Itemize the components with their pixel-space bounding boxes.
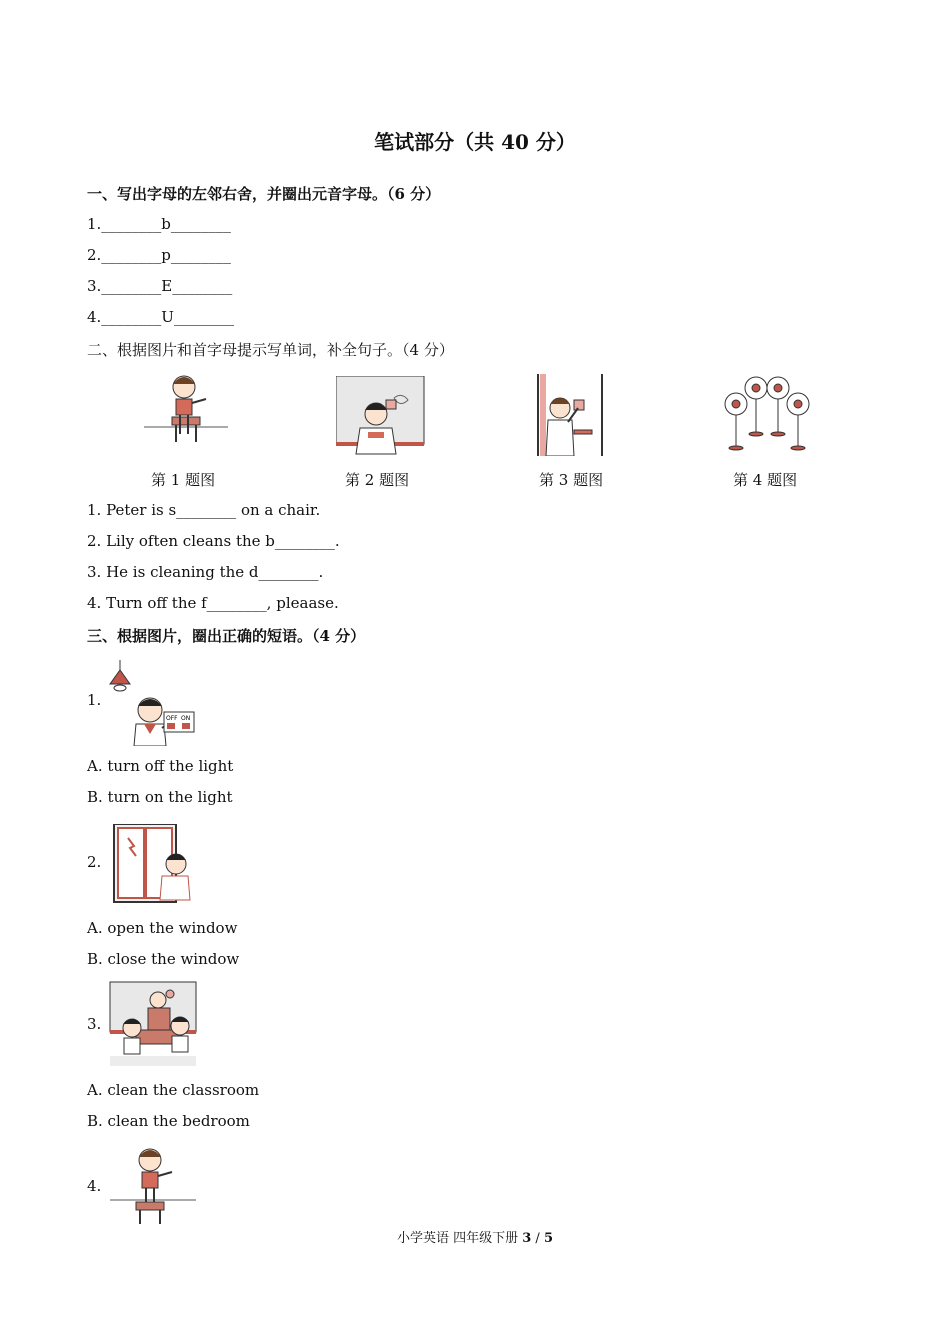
classroom-cleaning-picture [106, 980, 200, 1068]
section3-heading: 三、根据图片，圈出正确的短语。（4 分） [87, 627, 366, 645]
q1-number: 1. [87, 691, 102, 709]
page-footer [0, 1227, 950, 1246]
boy-standing-on-chair-picture [108, 1146, 198, 1226]
q3-option-b: B. clean the bedroom [87, 1112, 250, 1130]
footer-separator: / [531, 1231, 544, 1246]
q3-option-a: A. clean the classroom [87, 1081, 260, 1099]
section2-sentence-3: 3. He is cleaning the d________. [87, 563, 324, 581]
switch-on-label: ON [181, 715, 191, 722]
q1-option-a: A. turn off the light [87, 757, 234, 775]
page-title: 笔试部分（共 40 分） [374, 130, 576, 154]
q3-number: 3. [87, 1015, 102, 1033]
footer-text: 小学英语 四年级下册 [396, 1231, 523, 1246]
section1-item-4: 4.________U________ [87, 308, 234, 326]
q2-option-b: B. close the window [87, 950, 240, 968]
caption-4: 第 4 题图 [733, 471, 798, 489]
q2-option-a: A. open the window [87, 919, 238, 937]
section1-item-3: 3.________E________ [87, 277, 233, 295]
footer-page-number: 3 [522, 1231, 532, 1246]
caption-1: 第 1 题图 [151, 471, 216, 489]
window-picture [110, 824, 196, 904]
q4-number: 4. [87, 1177, 102, 1195]
section1-heading: 一、写出字母的左邻右舍，并圈出元音字母。（6 分） [87, 185, 441, 203]
footer-page-total: 5 [543, 1231, 553, 1246]
section2-sentence-2: 2. Lily often cleans the b________. [87, 532, 340, 550]
light-switch-picture [104, 660, 196, 746]
caption-3: 第 3 题图 [539, 471, 604, 489]
section1-item-2: 2.________p________ [87, 246, 231, 264]
section2-heading: 二、根据图片和首字母提示写单词，补全句子。（4 分） [87, 341, 454, 359]
switch-off-label: OFF [166, 715, 178, 722]
section2-sentence-1: 1. Peter is s________ on a chair. [87, 501, 321, 519]
boy-cleaning-door-picture [534, 374, 606, 456]
q2-number: 2. [87, 853, 102, 871]
caption-2: 第 2 题图 [345, 471, 410, 489]
boy-sitting-picture [140, 372, 232, 452]
q1-option-b: B. turn on the light [87, 788, 233, 806]
fans-picture [722, 374, 812, 454]
section2-sentence-4: 4. Turn off the f________, pleaase. [87, 594, 339, 612]
girl-cleaning-board-picture [336, 376, 426, 456]
section1-item-1: 1.________b________ [87, 215, 231, 233]
